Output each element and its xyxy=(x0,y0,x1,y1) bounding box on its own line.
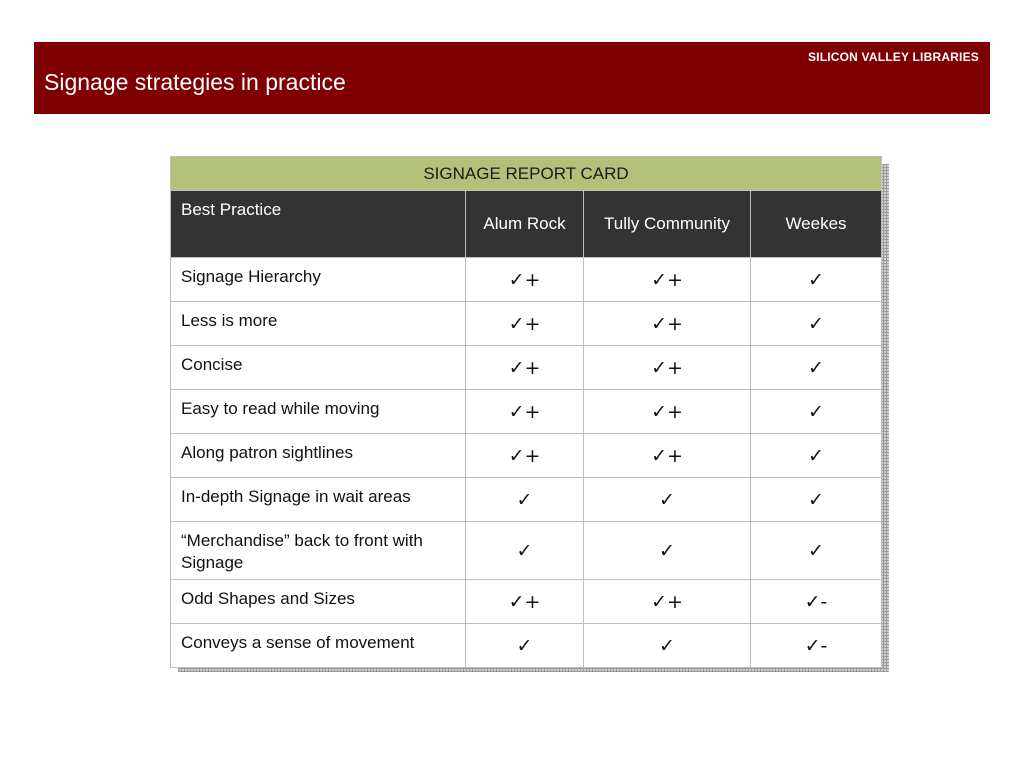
table-row xyxy=(171,434,882,478)
rating-cell: ✓ xyxy=(751,390,882,434)
rating-cell: ✓+ xyxy=(584,580,751,624)
practice-cell: Concise xyxy=(171,346,466,390)
rating-cell: ✓+ xyxy=(584,434,751,478)
table-caption: SIGNAGE REPORT CARD xyxy=(171,157,882,191)
rating-cell: ✓+ xyxy=(584,346,751,390)
table-row xyxy=(171,580,882,624)
rating-cell: ✓ xyxy=(584,522,751,580)
rating-cell: ✓+ xyxy=(584,302,751,346)
rating-cell: ✓+ xyxy=(466,258,584,302)
practice-cell: Odd Shapes and Sizes xyxy=(171,580,466,624)
rating-cell: ✓+ xyxy=(466,580,584,624)
rating-cell: ✓ xyxy=(584,478,751,522)
practice-cell: In-depth Signage in wait areas xyxy=(171,478,466,522)
rating-cell: ✓+ xyxy=(466,302,584,346)
rating-cell: ✓+ xyxy=(584,258,751,302)
rating-cell: ✓+ xyxy=(466,434,584,478)
table-row xyxy=(171,478,882,522)
rating-cell: ✓+ xyxy=(584,390,751,434)
rating-cell: ✓ xyxy=(466,478,584,522)
rating-cell: ✓ xyxy=(751,302,882,346)
table-row xyxy=(171,624,882,668)
report-card xyxy=(170,156,882,668)
rating-cell: ✓+ xyxy=(466,390,584,434)
title-banner xyxy=(34,42,990,114)
org-name: SILICON VALLEY LIBRARIES xyxy=(807,50,979,64)
practice-cell: Along patron sightlines xyxy=(171,434,466,478)
rating-cell: ✓ xyxy=(751,346,882,390)
rating-cell: ✓ xyxy=(584,624,751,668)
table-row xyxy=(171,522,882,580)
rating-cell: ✓+ xyxy=(466,346,584,390)
table-row xyxy=(171,346,882,390)
rating-cell: ✓ xyxy=(751,522,882,580)
practice-cell: Signage Hierarchy xyxy=(171,258,466,302)
rating-cell: ✓ xyxy=(466,624,584,668)
column-header-tully-community: Tully Community xyxy=(584,191,751,258)
rating-cell: ✓ xyxy=(751,258,882,302)
column-header-weekes: Weekes xyxy=(751,191,882,258)
slide-title: Signage strategies in practice xyxy=(44,69,346,95)
practice-cell: Easy to read while moving xyxy=(171,390,466,434)
table-row xyxy=(171,390,882,434)
rating-cell: ✓ xyxy=(466,522,584,580)
table-row xyxy=(171,302,882,346)
table-row xyxy=(171,258,882,302)
rating-cell: ✓ xyxy=(751,478,882,522)
rating-cell: ✓- xyxy=(751,624,882,668)
rating-cell: ✓ xyxy=(751,434,882,478)
report-table xyxy=(170,156,882,668)
column-header-alum-rock: Alum Rock xyxy=(466,191,584,258)
practice-cell: “Merchandise” back to front with Signage xyxy=(171,522,466,580)
practice-cell: Less is more xyxy=(171,302,466,346)
rating-cell: ✓- xyxy=(751,580,882,624)
column-header-best-practice: Best Practice xyxy=(171,191,466,258)
practice-cell: Conveys a sense of movement xyxy=(171,624,466,668)
